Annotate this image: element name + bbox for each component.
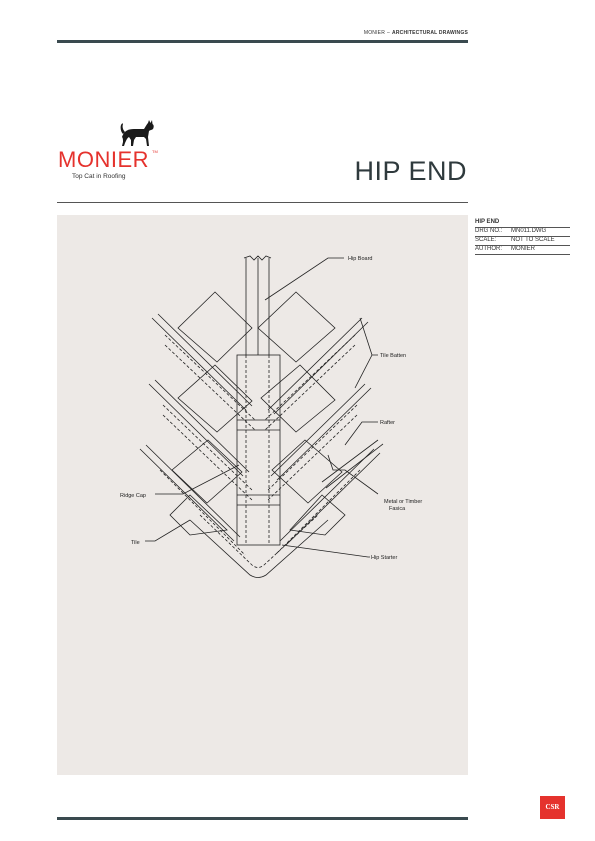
header-section: ARCHITECTURAL DRAWINGS bbox=[392, 30, 468, 36]
info-key: AUTHOR: bbox=[475, 246, 502, 252]
label-rafter: Rafter bbox=[380, 420, 395, 426]
hip-board bbox=[244, 256, 271, 355]
csr-logo: CSR bbox=[540, 796, 565, 819]
info-value: MONIER bbox=[511, 246, 535, 252]
info-key: SCALE: bbox=[475, 237, 497, 243]
info-title: HIP END bbox=[475, 219, 570, 228]
label-hip-starter: Hip Starter bbox=[371, 555, 398, 561]
info-value: MN011.DWG bbox=[511, 228, 547, 234]
ridge-cap bbox=[237, 355, 280, 545]
page-title: HIP END bbox=[354, 156, 467, 186]
label-fascia-1: Metal or Timber bbox=[384, 499, 423, 505]
label-fascia-2: Fasica bbox=[389, 506, 406, 512]
label-hip-board: Hip Board bbox=[348, 256, 373, 262]
label-tile: Tile bbox=[131, 540, 140, 546]
info-value: NOT TO SCALE bbox=[511, 237, 555, 243]
logo-trademark: TM bbox=[152, 149, 158, 154]
left-battens bbox=[140, 314, 252, 541]
label-tile-batten: Tile Batten bbox=[380, 353, 407, 359]
header-brand: MONIER bbox=[363, 30, 386, 36]
info-key: DRG NO.: bbox=[475, 228, 503, 234]
diagram-labels bbox=[120, 256, 422, 561]
bottom-rule bbox=[57, 817, 468, 820]
logo-wordmark: MONIER bbox=[58, 147, 149, 172]
leader-lines bbox=[145, 258, 378, 557]
logo-tagline: Top Cat in Roofing bbox=[72, 173, 126, 180]
left-tiles bbox=[170, 292, 252, 535]
header-separator: – bbox=[387, 30, 391, 36]
label-ridge-cap: Ridge Cap bbox=[120, 493, 146, 499]
rafters bbox=[160, 335, 360, 555]
